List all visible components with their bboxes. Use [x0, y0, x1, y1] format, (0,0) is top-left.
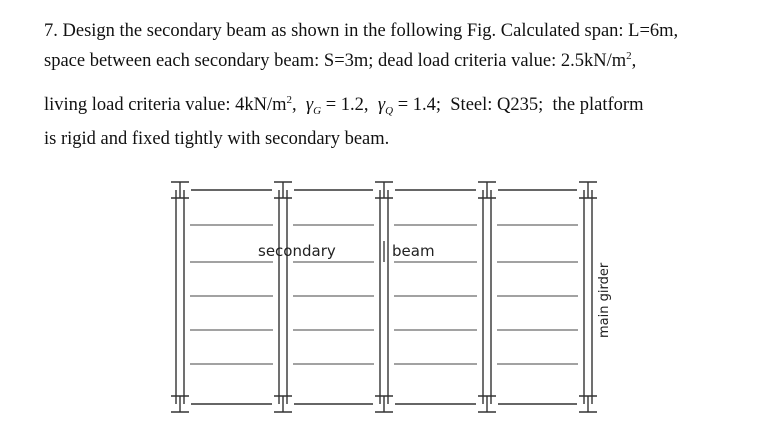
problem-line-1: 7. Design the secondary beam as shown in the following Fig. Calculated span: L=6m, [44, 21, 679, 41]
superscript-2: 2 [626, 50, 632, 62]
main-girders [171, 182, 597, 412]
live-load: living load criteria value: 4kN/m [44, 95, 287, 115]
gamma-g-subscript: G [313, 105, 322, 117]
beam-label: beam [392, 242, 435, 260]
comma: , [292, 95, 297, 115]
secondary-label: secondary [258, 242, 336, 260]
gamma-g-value: = 1.2, [325, 95, 369, 115]
superscript-2: 2 [286, 94, 292, 106]
edge-beams [191, 190, 577, 404]
comma: , [631, 51, 637, 71]
platform-text: the platform [552, 95, 644, 115]
gamma-q-value: = 1.4; [397, 95, 442, 115]
gamma-symbol: γ [377, 95, 386, 115]
gamma-q-subscript: Q [385, 105, 394, 117]
steel-grade: Steel: Q235; [450, 95, 544, 115]
gamma-symbol: γ [305, 95, 314, 115]
spacing-and-dead-load: space between each secondary beam: S=3m; dead load criteria value: 2.5kN/m [44, 51, 627, 71]
problem-line-4: is rigid and fixed tightly with secondary beam. [44, 129, 390, 149]
main-girder-label: main girder [597, 262, 612, 338]
